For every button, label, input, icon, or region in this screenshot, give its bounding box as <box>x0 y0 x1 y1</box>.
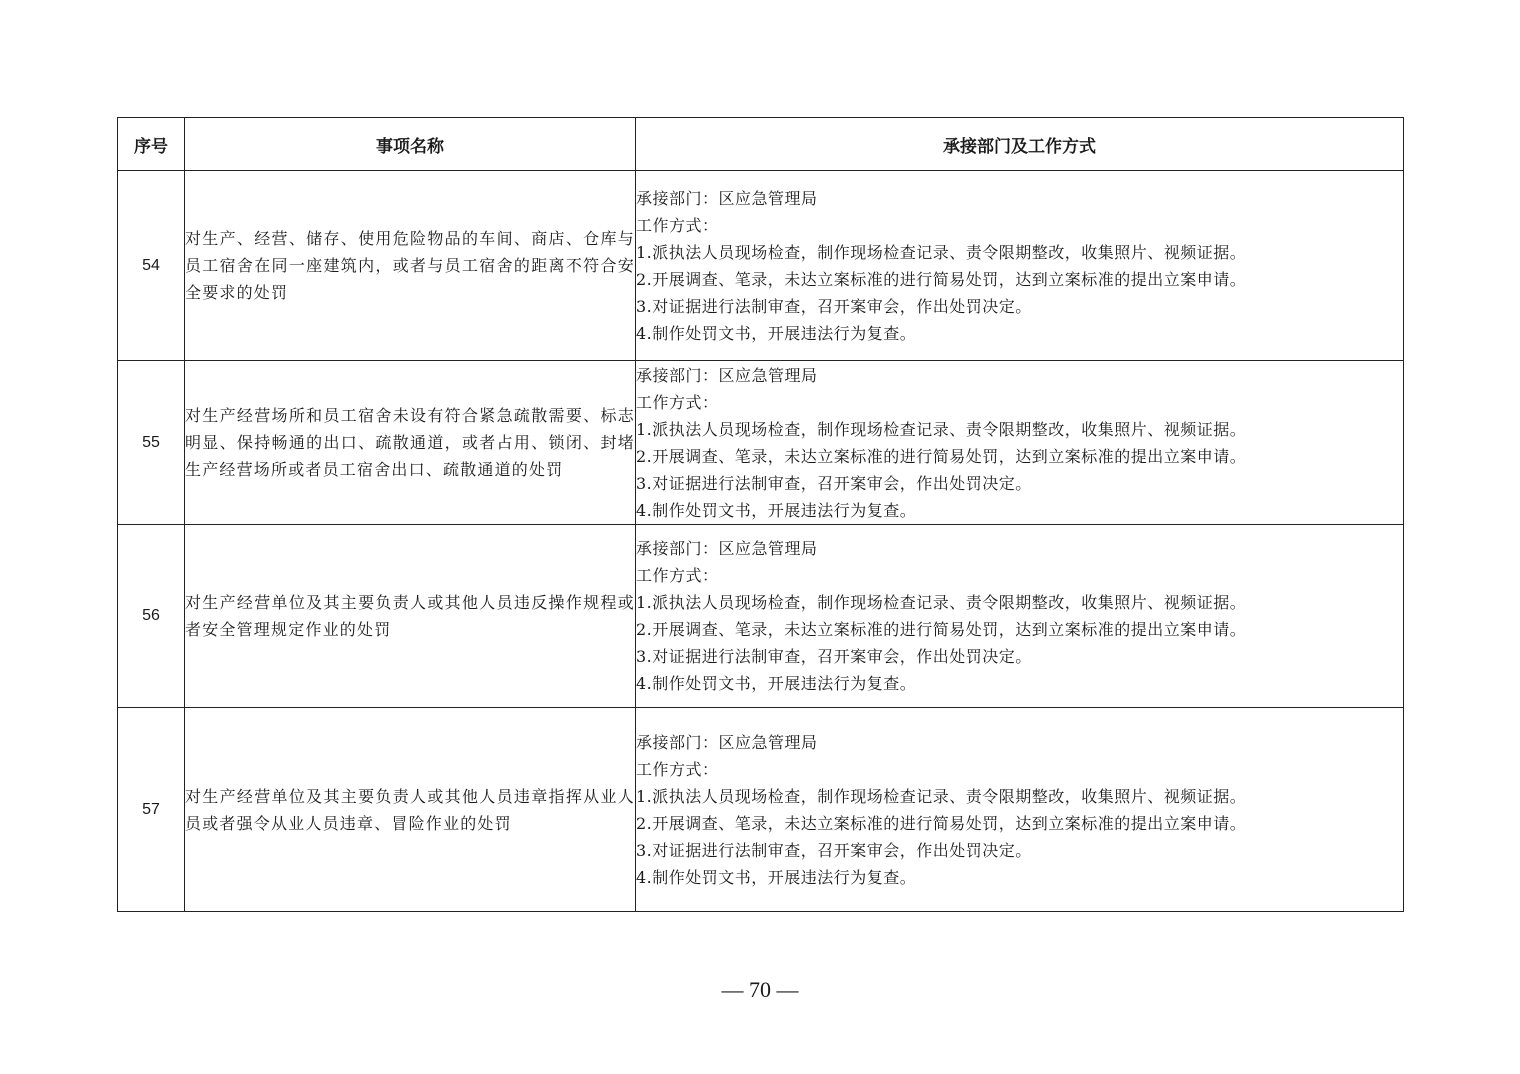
method-label: 工作方式： <box>636 759 719 779</box>
method-step-2: 2.开展调查、笔录，未达立案标准的进行简易处罚，达到立案标准的提出立案申请。 <box>636 620 1247 639</box>
method-step-3: 3.对证据进行法制审查，召开案审会，作出处罚决定。 <box>636 647 1032 666</box>
method-step-2: 2.开展调查、笔录，未达立案标准的进行简易处罚，达到立案标准的提出立案申请。 <box>636 269 1247 289</box>
table-row <box>118 525 1404 708</box>
row-work-method <box>636 525 1404 708</box>
department-line: 承接部门：区应急管理局 <box>636 732 818 752</box>
method-step-4: 4.制作处罚文书，开展违法行为复查。 <box>636 674 917 693</box>
method-label: 工作方式： <box>636 215 719 235</box>
table-row <box>118 171 1404 361</box>
method-step-3: 3.对证据进行法制审查，召开案审会，作出处罚决定。 <box>636 840 1032 860</box>
department-line: 承接部门：区应急管理局 <box>636 365 818 385</box>
row-number: 56 <box>118 525 185 708</box>
page-number: — 70 — <box>721 977 799 1002</box>
method-step-1: 1.派执法人员现场检查，制作现场检查记录、责令限期整改，收集照片、视频证据。 <box>636 593 1247 612</box>
method-label: 工作方式： <box>636 392 719 412</box>
method-step-3: 3.对证据进行法制审查，召开案审会，作出处罚决定。 <box>636 296 1032 316</box>
method-step-4: 4.制作处罚文书，开展违法行为复查。 <box>636 500 917 520</box>
items-table <box>117 117 1404 912</box>
department-line: 承接部门：区应急管理局 <box>636 539 818 558</box>
table-row <box>118 361 1404 525</box>
row-number: 55 <box>118 361 185 525</box>
row-number: 57 <box>118 708 185 912</box>
row-number: 54 <box>118 171 185 361</box>
header-serial-number: 序号 <box>118 118 185 171</box>
row-work-method <box>636 708 1404 912</box>
method-label: 工作方式： <box>636 566 719 585</box>
row-work-method <box>636 171 1404 361</box>
method-step-1: 1.派执法人员现场检查，制作现场检查记录、责令限期整改，收集照片、视频证据。 <box>636 786 1247 806</box>
row-item-name: 对生产经营单位及其主要负责人或其他人员违反操作规程或者安全管理规定作业的处罚 <box>185 525 636 708</box>
method-step-4: 4.制作处罚文书，开展违法行为复查。 <box>636 867 917 887</box>
table-header-row <box>118 118 1404 171</box>
department-line: 承接部门：区应急管理局 <box>636 188 818 208</box>
row-item-name: 对生产经营场所和员工宿舍未设有符合紧急疏散需要、标志明显、保持畅通的出口、疏散通道，或者占用、锁闭、封堵生产经营场所或者员工宿舍出口、疏散通道的处罚 <box>185 361 636 525</box>
row-item-name: 对生产经营单位及其主要负责人或其他人员违章指挥从业人员或者强令从业人员违章、冒险作业的处罚 <box>185 708 636 912</box>
header-department-method: 承接部门及工作方式 <box>636 118 1404 171</box>
table-row <box>118 708 1404 912</box>
row-work-method <box>636 361 1404 525</box>
method-step-1: 1.派执法人员现场检查，制作现场检查记录、责令限期整改，收集照片、视频证据。 <box>636 419 1247 439</box>
method-step-2: 2.开展调查、笔录，未达立案标准的进行简易处罚，达到立案标准的提出立案申请。 <box>636 446 1247 466</box>
method-step-3: 3.对证据进行法制审查，召开案审会，作出处罚决定。 <box>636 473 1032 493</box>
method-step-4: 4.制作处罚文书，开展违法行为复查。 <box>636 323 917 343</box>
method-step-1: 1.派执法人员现场检查，制作现场检查记录、责令限期整改，收集照片、视频证据。 <box>636 242 1247 262</box>
method-step-2: 2.开展调查、笔录，未达立案标准的进行简易处罚，达到立案标准的提出立案申请。 <box>636 813 1247 833</box>
row-item-name: 对生产、经营、储存、使用危险物品的车间、商店、仓库与员工宿舍在同一座建筑内，或者与员工宿舍的距离不符合安全要求的处罚 <box>185 171 636 361</box>
header-item-name: 事项名称 <box>185 118 636 171</box>
